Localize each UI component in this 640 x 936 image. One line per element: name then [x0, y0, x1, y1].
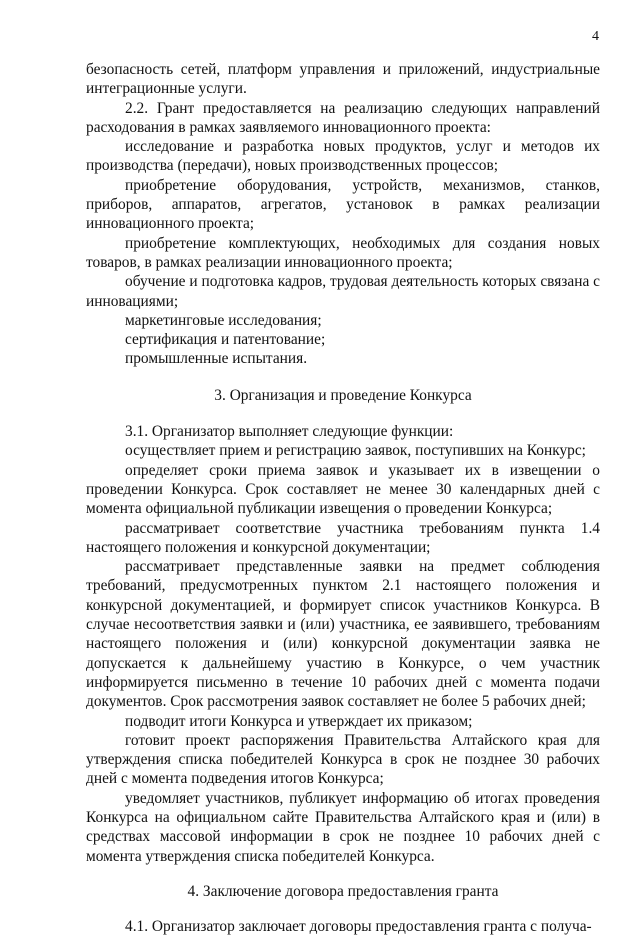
section-spacer — [86, 866, 600, 882]
paragraph: уведомляет участников, публикует информацию об итогах проведения Конкурса на официальном сайте Правительства Алтайского края и (или) в средствах массовой информации в срок не позднее 10 рабочих дней с момента утверждения списка победителей Конкурса. — [86, 789, 600, 865]
paragraph: обучение и подготовка кадров, трудовая деятельность которых связана с инновациями; — [86, 273, 600, 310]
paragraph: осуществляет прием и регистрацию заявок, поступивших на Конкурс; — [125, 442, 586, 460]
paragraph: рассматривает представленные заявки на предмет соблюдения требований, предусмотренных пунктом 2.1 настоящего положения и конкурсной документацией, и формирует список участников Конкурса. В случае несоответствия заявки и (или) участника, ее заявившего, требованиям настоящего положения и (или) конкурсной документации заявка не допускается к дальнейшему участию в Конкурсе, о чем участник информируется письменно в течение 10 рабочих дней с момента подачи документов. Срок рассмотрения заявок составляет не более 5 рабочих дней; — [86, 558, 600, 711]
paragraph: приобретение оборудования, устройств, механизмов, станков, приборов, аппаратов, агрегатов, установок в рамках реализации инновационного проекта; — [86, 176, 600, 233]
paragraph: подводит итоги Конкурса и утверждает их приказом; — [125, 712, 473, 730]
section-spacer — [86, 405, 600, 422]
section-heading: 3. Организация и проведение Конкурса — [214, 386, 472, 404]
paragraph: безопасность сетей, платформ управления и приложений, индустриальные интеграционные услуги. — [86, 61, 600, 98]
paragraph: 3.1. Организатор выполняет следующие функции: — [125, 423, 454, 441]
paragraph: исследование и разработка новых продуктов, услуг и методов их производства (передачи), новых производственных процессов; — [86, 138, 600, 175]
paragraph: сертификация и патентование; — [125, 331, 326, 349]
paragraph: промышленные испытания. — [125, 350, 308, 368]
document-body — [86, 60, 600, 936]
paragraph: приобретение комплектующих, необходимых для создания новых товаров, в рамках реализации инновационного проекта; — [86, 234, 600, 271]
paragraph: маркетинговые исследования; — [125, 311, 322, 329]
section-spacer — [86, 901, 600, 917]
paragraph: готовит проект распоряжения Правительства Алтайского края для утверждения списка победителей Конкурса в срок не позднее 30 рабочих дней с момента подведения итогов Конкурса; — [86, 731, 600, 788]
paragraph: определяет сроки приема заявок и указывает их в извещении о проведении Конкурса. Срок составляет не менее 30 календарных дней с момента официальной публикации извещения о проведении Конкурса; — [86, 461, 600, 518]
paragraph: 4.1. Организатор заключает договоры предоставления гранта с получа- — [125, 918, 592, 936]
paragraph: 2.2. Грант предоставляется на реализацию следующих направлений расходования в рамках заявляемого инновационного проекта: — [86, 99, 600, 136]
page-number: 4 — [592, 29, 599, 44]
section-spacer — [86, 369, 600, 386]
section-heading: 4. Заключение договора предоставления гранта — [187, 882, 499, 900]
paragraph: рассматривает соответствие участника требованиям пункта 1.4 настоящего положения и конкурсной документации; — [86, 519, 600, 556]
